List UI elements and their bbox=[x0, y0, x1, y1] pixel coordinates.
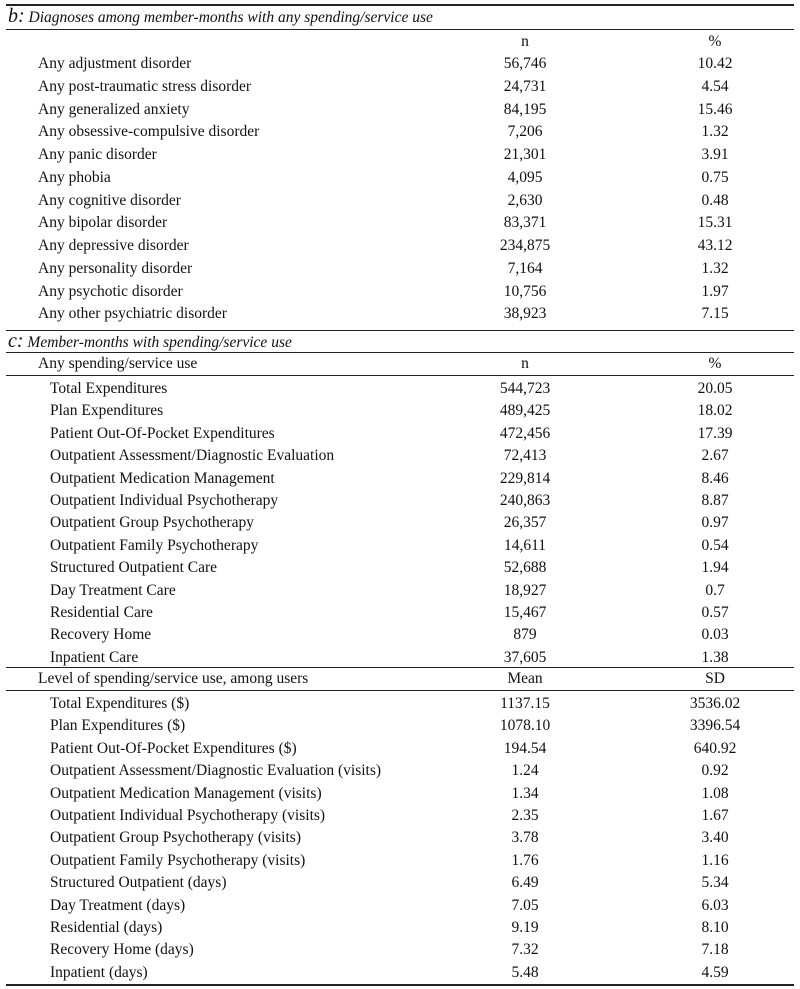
row-value-2: 0.97 bbox=[701, 514, 729, 532]
row-value-2: 0.92 bbox=[701, 762, 729, 780]
row-label: Outpatient Medication Management bbox=[50, 469, 275, 487]
table-row bbox=[0, 895, 800, 917]
table-row bbox=[0, 624, 800, 646]
row-value-2: 4.54 bbox=[701, 77, 729, 95]
row-value-2: 3536.02 bbox=[689, 695, 741, 712]
row-value-1: 1.24 bbox=[511, 762, 539, 780]
row-value-2: 1.16 bbox=[701, 851, 729, 869]
row-value-2: 8.87 bbox=[701, 492, 729, 509]
level-col-mean: Mean bbox=[507, 670, 543, 687]
row-label: Residential Care bbox=[50, 604, 153, 621]
row-value-2: 0.48 bbox=[701, 191, 729, 209]
row-value-2: 17.39 bbox=[697, 424, 733, 442]
row-label: Any other psychiatric disorder bbox=[38, 305, 227, 323]
row-label: Outpatient Group Psychotherapy (visits) bbox=[50, 829, 301, 847]
row-label: Patient Out-Of-Pocket Expenditures ($) bbox=[50, 739, 297, 757]
row-label: Structured Outpatient (days) bbox=[50, 874, 227, 892]
col-n-header: n bbox=[521, 33, 529, 50]
row-value-1: 7,164 bbox=[507, 259, 543, 277]
row-value-1: 21,301 bbox=[503, 146, 547, 163]
row-value-1: 1.76 bbox=[511, 851, 539, 869]
row-label: Any depressive disorder bbox=[38, 237, 189, 254]
table-row bbox=[0, 783, 800, 805]
row-label: Outpatient Individual Psychotherapy bbox=[50, 492, 279, 509]
table-row bbox=[0, 535, 800, 557]
table-row bbox=[0, 76, 800, 98]
row-label: Outpatient Family Psychotherapy (visits) bbox=[50, 851, 306, 869]
row-label: Day Treatment Care bbox=[50, 581, 176, 599]
bottom-rule bbox=[6, 984, 794, 986]
section-b-column-header bbox=[0, 31, 800, 53]
row-value-1: 3.78 bbox=[511, 829, 539, 847]
row-value-1: 38,923 bbox=[503, 305, 547, 323]
row-value-1: 1137.15 bbox=[500, 695, 550, 712]
row-value-1: 544,723 bbox=[499, 380, 551, 397]
row-value-1: 10,756 bbox=[503, 282, 547, 300]
row-label: Any obsessive-compulsive disorder bbox=[38, 123, 260, 141]
table-row bbox=[0, 490, 800, 512]
section-b-letter: b: bbox=[8, 5, 25, 27]
row-value-2: 1.97 bbox=[701, 282, 729, 300]
row-value-2: 3396.54 bbox=[689, 717, 741, 735]
table-row bbox=[0, 715, 800, 737]
table-row bbox=[0, 557, 800, 579]
row-label: Inpatient (days) bbox=[50, 963, 148, 981]
table-row bbox=[0, 805, 800, 827]
table-row bbox=[0, 190, 800, 212]
row-value-2: 1.94 bbox=[701, 559, 729, 577]
row-value-1: 15,467 bbox=[503, 604, 547, 621]
row-value-2: 15.46 bbox=[697, 100, 733, 118]
level-header: Level of spending/service use, among users bbox=[38, 670, 309, 687]
row-value-2: 1.38 bbox=[701, 648, 729, 666]
any-use-header-row bbox=[0, 353, 800, 375]
row-value-2: 5.34 bbox=[701, 874, 729, 892]
section-b-title: Diagnoses among member-months with any spending/service use bbox=[28, 9, 433, 26]
row-value-2: 18.02 bbox=[697, 402, 733, 420]
row-value-1: 472,456 bbox=[499, 424, 551, 442]
row-label: Structured Outpatient Care bbox=[50, 559, 218, 577]
row-value-1: 5.48 bbox=[511, 963, 539, 981]
row-value-1: 7.05 bbox=[511, 896, 539, 914]
row-label: Any phobia bbox=[38, 168, 111, 186]
row-label: Plan Expenditures ($) bbox=[50, 717, 186, 735]
row-value-1: 7,206 bbox=[507, 123, 543, 141]
any-use-col-percent: % bbox=[708, 355, 722, 372]
table-row bbox=[0, 53, 800, 75]
row-label: Any post-traumatic stress disorder bbox=[38, 77, 252, 95]
table-row bbox=[0, 258, 800, 280]
row-value-1: 489,425 bbox=[499, 402, 551, 420]
table-row bbox=[0, 378, 800, 400]
col-percent-header: % bbox=[708, 33, 722, 50]
row-value-2: 1.67 bbox=[701, 807, 729, 824]
row-value-2: 1.32 bbox=[701, 259, 729, 277]
row-value-2: 2.67 bbox=[701, 447, 729, 465]
table-row bbox=[0, 144, 800, 166]
table-row bbox=[0, 602, 800, 624]
row-value-1: 24,731 bbox=[503, 77, 547, 95]
table-row bbox=[0, 738, 800, 760]
row-label: Outpatient Assessment/Diagnostic Evaluation (visits) bbox=[50, 762, 382, 780]
row-label: Recovery Home bbox=[50, 626, 152, 644]
table-row bbox=[0, 850, 800, 872]
row-value-2: 0.03 bbox=[701, 626, 729, 644]
row-value-1: 194.54 bbox=[503, 739, 547, 757]
row-label: Any generalized anxiety bbox=[38, 100, 190, 118]
table-row bbox=[0, 212, 800, 234]
row-label: Any cognitive disorder bbox=[38, 191, 181, 209]
row-label: Outpatient Family Psychotherapy bbox=[50, 536, 259, 554]
table-row bbox=[0, 760, 800, 782]
level-header-rule bbox=[6, 690, 794, 691]
row-label: Outpatient Assessment/Diagnostic Evaluation bbox=[50, 447, 335, 465]
row-label: Any bipolar disorder bbox=[38, 214, 168, 232]
row-value-1: 229,814 bbox=[499, 469, 551, 487]
row-value-2: 4.59 bbox=[701, 963, 729, 981]
row-label: Residential (days) bbox=[50, 919, 163, 936]
row-label: Patient Out-Of-Pocket Expenditures bbox=[50, 424, 275, 442]
table-row bbox=[0, 303, 800, 325]
row-label: Total Expenditures bbox=[50, 380, 168, 397]
row-value-2: 7.15 bbox=[701, 305, 729, 323]
row-value-2: 0.54 bbox=[701, 536, 729, 554]
row-value-2: 0.75 bbox=[701, 168, 729, 186]
table-row bbox=[0, 423, 800, 445]
table-row bbox=[0, 693, 800, 715]
table-row bbox=[0, 167, 800, 189]
table-row bbox=[0, 99, 800, 121]
row-value-1: 83,371 bbox=[503, 214, 547, 232]
row-value-1: 14,611 bbox=[503, 536, 547, 554]
row-value-1: 56,746 bbox=[503, 55, 547, 72]
any-use-header-rule bbox=[6, 375, 794, 376]
row-value-2: 8.10 bbox=[701, 919, 729, 936]
row-value-2: 8.46 bbox=[701, 469, 729, 487]
row-value-1: 6.49 bbox=[511, 874, 539, 892]
table-row bbox=[0, 468, 800, 490]
section-b-rule bbox=[6, 29, 794, 30]
row-value-1: 2.35 bbox=[511, 807, 539, 824]
row-value-1: 18,927 bbox=[503, 581, 547, 599]
row-label: Total Expenditures ($) bbox=[50, 695, 190, 712]
table-row bbox=[0, 939, 800, 961]
row-value-1: 240,863 bbox=[499, 492, 551, 509]
row-value-2: 20.05 bbox=[697, 380, 733, 397]
row-value-2: 3.91 bbox=[701, 146, 729, 163]
table-row bbox=[0, 872, 800, 894]
table-row bbox=[0, 121, 800, 143]
row-label: Recovery Home (days) bbox=[50, 941, 194, 959]
row-value-1: 234,875 bbox=[499, 237, 551, 254]
table-row bbox=[0, 235, 800, 257]
row-label: Inpatient Care bbox=[50, 648, 139, 666]
table-row bbox=[0, 962, 800, 984]
any-use-col-n: n bbox=[521, 355, 529, 372]
row-value-2: 43.12 bbox=[697, 237, 733, 254]
row-value-1: 52,688 bbox=[503, 559, 547, 577]
table-row bbox=[0, 512, 800, 534]
row-value-1: 879 bbox=[513, 626, 537, 644]
section-c-title: Member-months with spending/service use bbox=[27, 334, 292, 351]
row-value-2: 1.08 bbox=[701, 784, 729, 802]
table-row bbox=[0, 647, 800, 669]
row-value-2: 640.92 bbox=[693, 739, 737, 757]
row-label: Any psychotic disorder bbox=[38, 282, 183, 300]
table-row bbox=[0, 827, 800, 849]
row-value-1: 4,095 bbox=[507, 168, 543, 186]
row-label: Outpatient Individual Psychotherapy (visits) bbox=[50, 807, 326, 824]
table-row bbox=[0, 281, 800, 303]
row-label: Any personality disorder bbox=[38, 259, 193, 277]
row-value-1: 2,630 bbox=[507, 191, 543, 209]
row-value-1: 72,413 bbox=[503, 447, 547, 465]
level-col-sd: SD bbox=[705, 670, 725, 687]
row-value-2: 10.42 bbox=[697, 55, 733, 72]
table-row bbox=[0, 580, 800, 602]
row-value-1: 1078.10 bbox=[499, 717, 551, 735]
row-label: Outpatient Medication Management (visits) bbox=[50, 784, 322, 802]
table-row bbox=[0, 445, 800, 467]
row-value-1: 26,357 bbox=[503, 514, 547, 532]
row-value-2: 6.03 bbox=[701, 896, 729, 914]
row-value-1: 84,195 bbox=[503, 100, 547, 118]
row-value-1: 37,605 bbox=[503, 648, 547, 666]
section-b-heading bbox=[8, 5, 433, 28]
table-row bbox=[0, 917, 800, 939]
row-label: Plan Expenditures bbox=[50, 402, 164, 420]
row-label: Any adjustment disorder bbox=[38, 55, 192, 72]
row-value-1: 9.19 bbox=[511, 919, 539, 936]
section-c-heading bbox=[8, 330, 292, 353]
row-value-2: 3.40 bbox=[701, 829, 729, 847]
row-value-2: 0.7 bbox=[705, 581, 725, 599]
row-label: Day Treatment (days) bbox=[50, 896, 186, 914]
row-value-2: 0.57 bbox=[701, 604, 729, 621]
row-value-2: 1.32 bbox=[701, 123, 729, 141]
row-value-1: 7.32 bbox=[511, 941, 539, 959]
row-value-1: 1.34 bbox=[511, 784, 539, 802]
table-row bbox=[0, 400, 800, 422]
any-use-header: Any spending/service use bbox=[38, 355, 198, 372]
row-value-2: 7.18 bbox=[701, 941, 729, 959]
level-header-row bbox=[0, 668, 800, 690]
row-label: Outpatient Group Psychotherapy bbox=[50, 514, 255, 532]
section-c-letter: c: bbox=[8, 330, 24, 352]
row-value-2: 15.31 bbox=[697, 214, 733, 232]
row-label: Any panic disorder bbox=[38, 146, 157, 163]
